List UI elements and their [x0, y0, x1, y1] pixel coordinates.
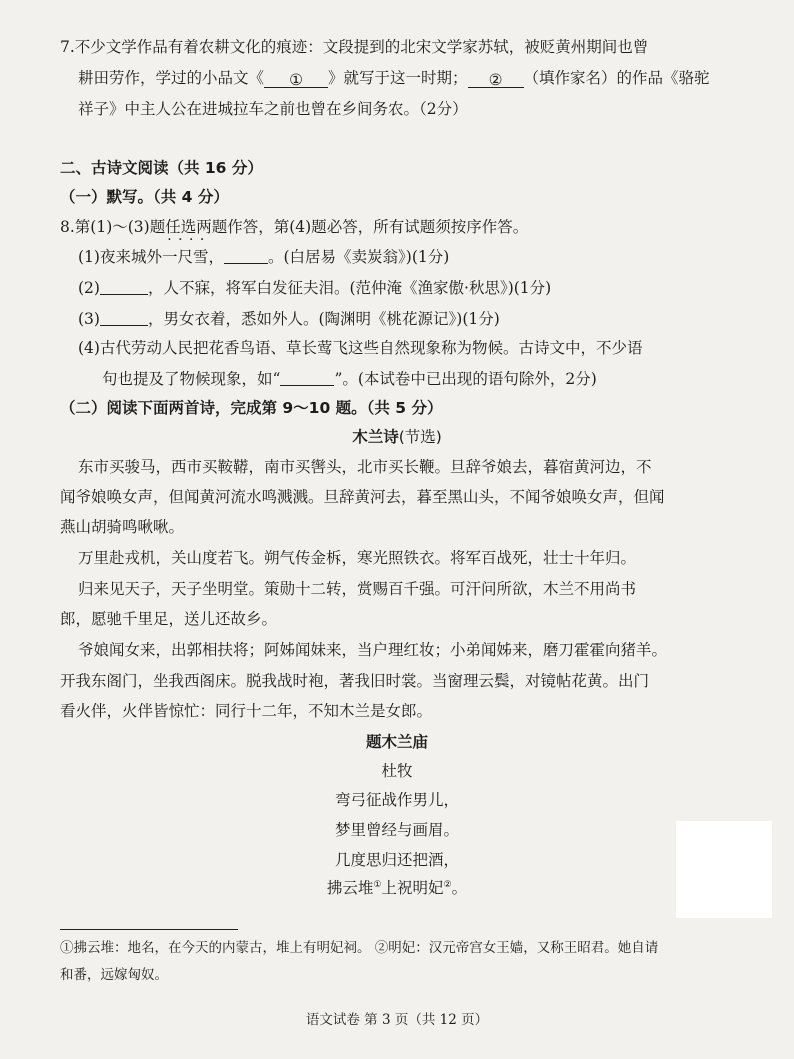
q7-line-1: 7.不少文学作品有着农耕文化的痕迹：文段提到的北宋文学家苏轼，被贬黄州期间也曾 [60, 38, 649, 56]
q7-line-2-c: （填作家名）的作品《骆驼 [523, 69, 710, 87]
poem-2-author: 杜牧 [381, 762, 413, 780]
q8-item-3 [78, 311, 500, 328]
poem-2-line-4-a: 拂云堆 [326, 879, 374, 898]
poem-1-title-text: 木兰诗 [352, 428, 399, 446]
blank-patch [676, 821, 772, 918]
q8-item-2 [78, 280, 551, 297]
footnote-ref-1[interactable]: ① [373, 880, 382, 890]
q8-item-1-blank[interactable] [224, 249, 268, 264]
q7-blank-2-label: ② [488, 71, 503, 89]
poem-1-line-5: 归来见天子，天子坐明堂。策勋十二转，赏赐百千强。可汗问所欲，木兰不用尚书 [78, 580, 637, 598]
q7-line-2 [78, 71, 710, 88]
poem-1-line-1: 东市买骏马，西市买鞍鞯，南市买辔头，北市买长鞭。旦辞爷娘去，暮宿黄河边，不 [78, 458, 652, 476]
q8-instruction-c: ，所有试题须按序作答。 [357, 218, 529, 236]
poem-1-line-9: 看火伴，火伴皆惊忙：同行十二年，不知木兰是女郎。 [60, 702, 433, 720]
footnote-line-1: ①拂云堆：地名，在今天的内蒙古，堆上有明妃祠。 ②明妃：汉元帝宫女王嫱，又称王昭君。她自请 [60, 940, 659, 956]
poem-2-line-4 [0, 881, 794, 897]
footnote-line-2: 和番，远嫁匈奴。 [60, 967, 168, 983]
q8-item-2-blank[interactable] [100, 280, 148, 295]
q7-line-3: 祥子》中主人公在进城拉车之前也曾在乡间务农。（2分） [78, 100, 468, 118]
poem-1-line-4: 万里赴戎机，关山度若飞。朔气传金柝，寒光照铁衣。将军百战死，壮士十年归。 [78, 549, 637, 567]
q7-blank-2[interactable] [468, 73, 524, 88]
q8-emphasis-2: 必答 [326, 218, 358, 236]
poem-1-line-2: 闻爷娘唤女声，但闻黄河流水鸣溅溅。旦辞黄河去，暮至黑山头，不闻爷娘唤女声，但闻 [60, 488, 665, 506]
poem-2-line-4-b: 上祝明妃 [381, 879, 444, 898]
q8-item-3-a: (3) [78, 310, 100, 328]
section-2-heading: 二、古诗文阅读（共 16 分） [60, 159, 263, 177]
poem-1-line-7: 爷娘闻女来，出郭相扶将；阿姊闻妹来，当户理红妆；小弟闻姊来，磨刀霍霍向猪羊。 [78, 641, 668, 659]
subsection-1-heading: （一）默写。（共 4 分） [60, 188, 229, 206]
subsection-2-heading: （二）阅读下面两首诗，完成第 9～10 题。（共 5 分） [60, 399, 443, 417]
q8-item-1-a: (1)夜来城外一尺雪， [78, 248, 224, 266]
q8-item-2-a: (2) [78, 279, 100, 297]
q8-item-4-b: ”。(本试卷中已出现的语句除外，2分) [334, 370, 597, 388]
poem-1-line-8: 开我东阁门，坐我西阁床。脱我战时袍，著我旧时裳。当窗理云鬓，对镜帖花黄。出门 [60, 672, 650, 690]
footnote-divider [60, 929, 238, 930]
q8-item-4-line-2 [102, 371, 597, 388]
q8-instruction [60, 220, 528, 236]
q8-item-1-b: 。(白居易《卖炭翁》)(1分) [267, 248, 450, 266]
poem-2-line-1: 弯弓征战作男儿， [334, 791, 459, 809]
page-footer: 语文试卷 第 3 页（共 12 页） [305, 1012, 489, 1028]
poem-1-line-3: 燕山胡骑鸣啾啾。 [60, 518, 185, 536]
poem-1-title-note: (节选) [398, 428, 442, 446]
q8-item-3-b: ，男女衣着，悉如外人。(陶渊明《桃花源记》)(1分) [147, 310, 500, 328]
poem-2-line-2: 梦里曾经与画眉。 [334, 821, 459, 839]
footnote-ref-2[interactable]: ② [443, 880, 452, 890]
q8-item-4-blank[interactable] [280, 371, 334, 386]
q7-blank-1-label: ① [289, 71, 303, 89]
poem-2-line-3: 几度思归还把酒， [334, 851, 459, 869]
q8-item-4-a: 句也提及了物候现象，如“ [102, 370, 281, 388]
q8-item-2-b: ，人不寐，将军白发征夫泪。(范仲淹《渔家傲·秋思》)(1分) [147, 279, 552, 297]
q8-emphasis-1: 任选两题 · · [165, 218, 227, 236]
q8-instruction-b: 作答，第(4)题 [227, 218, 327, 236]
q8-instruction-a: 8.第(1)～(3)题 [60, 218, 166, 236]
poem-1-line-6: 郎，愿驰千里足，送儿还故乡。 [60, 610, 278, 628]
poem-2-line-4-c: 。 [451, 879, 468, 898]
poem-2-title: 题木兰庙 [365, 733, 428, 751]
poem-1-title [0, 430, 794, 446]
q8-item-4-line-1: (4)古代劳动人民把花香鸟语、草长莺飞这些自然现象称为物候。古诗文中，不少语 [78, 339, 643, 357]
q7-line-2-a: 耕田劳作，学过的小品文《 [78, 69, 265, 87]
q8-item-3-blank[interactable] [100, 311, 148, 326]
q7-line-2-b: 》就写于这一时期； [328, 69, 468, 87]
q8-item-1 [78, 249, 449, 266]
q7-blank-1[interactable] [264, 73, 328, 88]
